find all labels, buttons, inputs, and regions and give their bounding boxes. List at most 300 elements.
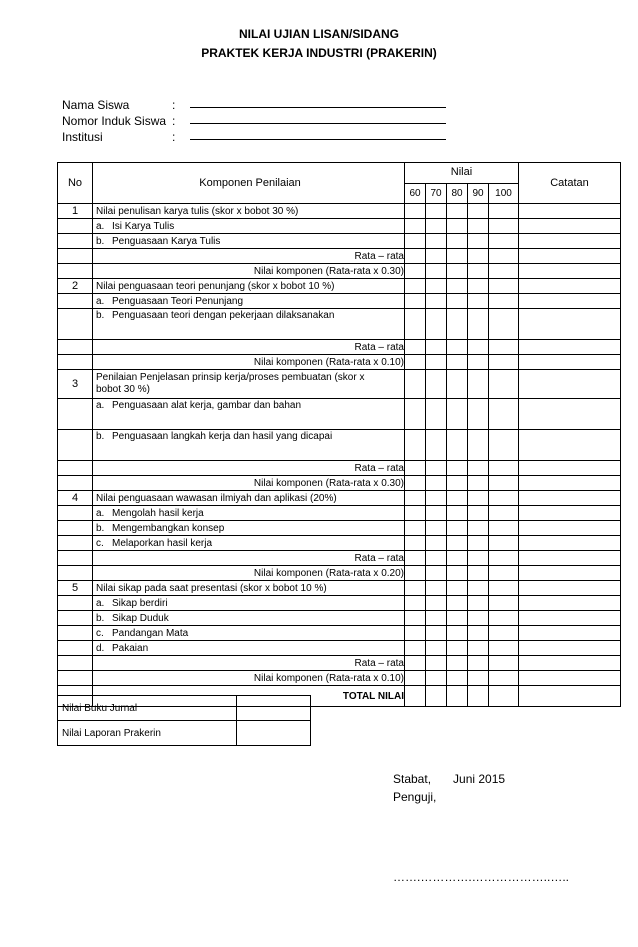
item-letter: b. [96, 310, 105, 321]
item-cell [93, 219, 405, 234]
score-cell[interactable] [405, 399, 426, 430]
score-cell[interactable] [468, 671, 489, 686]
ident-row-nama [62, 97, 446, 113]
catatan-cell[interactable] [519, 340, 621, 355]
score-cell[interactable] [405, 294, 426, 309]
signature-place: Stabat, [393, 772, 432, 786]
score-cell[interactable] [426, 204, 447, 219]
fill-line[interactable] [190, 97, 446, 108]
score-cell[interactable] [468, 476, 489, 491]
extra-label-laporan: Nilai Laporan Prakerin [58, 721, 237, 746]
ident-row-institusi [62, 129, 446, 145]
rata-rata-label: Rata – rata [93, 656, 405, 671]
catatan-cell[interactable] [519, 234, 621, 249]
section-heading: Nilai sikap pada saat presentasi (skor x bobot 10 %) [93, 581, 405, 596]
score-cell[interactable] [426, 279, 447, 294]
score-cell[interactable] [489, 656, 519, 671]
catatan-cell[interactable] [519, 249, 621, 264]
catatan-cell[interactable] [519, 551, 621, 566]
catatan-cell[interactable] [519, 521, 621, 536]
score-cell[interactable] [468, 626, 489, 641]
score-cell[interactable] [405, 309, 426, 340]
nilai-komponen-label: Nilai komponen (Rata-rata x 0.30) [93, 264, 405, 279]
score-cell[interactable] [468, 461, 489, 476]
catatan-cell[interactable] [519, 279, 621, 294]
extra-value-cell[interactable] [237, 721, 311, 746]
ident-colon: : [172, 98, 176, 112]
item-cell [93, 536, 405, 551]
fill-line[interactable] [190, 113, 446, 124]
score-cell[interactable] [468, 279, 489, 294]
no-cell [58, 340, 93, 355]
item-cell [93, 596, 405, 611]
score-cell[interactable] [426, 611, 447, 626]
nilai-komponen-label: Nilai komponen (Rata-rata x 0.10) [93, 671, 405, 686]
score-cell[interactable] [468, 340, 489, 355]
item-text: Mengolah hasil kerja [112, 507, 204, 519]
score-cell[interactable] [447, 461, 468, 476]
score-cell[interactable] [447, 581, 468, 596]
score-cell[interactable] [468, 656, 489, 671]
rata-rata-row [58, 340, 621, 355]
score-cell[interactable] [405, 355, 426, 370]
score-cell[interactable] [405, 234, 426, 249]
score-cell[interactable] [405, 430, 426, 461]
nilai-komponen-label: Nilai komponen (Rata-rata x 0.30) [93, 476, 405, 491]
score-60: 60 [405, 183, 426, 204]
item-letter: a. [96, 400, 105, 411]
score-cell[interactable] [405, 536, 426, 551]
catatan-cell[interactable] [519, 264, 621, 279]
item-text: Pandangan Mata [112, 627, 189, 639]
score-cell[interactable] [405, 249, 426, 264]
no-cell [58, 219, 93, 234]
item-cell [93, 641, 405, 656]
score-cell[interactable] [426, 491, 447, 506]
score-cell[interactable] [468, 370, 489, 399]
extra-table [57, 695, 311, 746]
no-cell [58, 566, 93, 581]
score-cell[interactable] [426, 686, 447, 707]
no-cell [58, 611, 93, 626]
score-cell[interactable] [468, 355, 489, 370]
score-cell[interactable] [447, 641, 468, 656]
score-cell[interactable] [447, 370, 468, 399]
score-cell[interactable] [489, 566, 519, 581]
score-cell[interactable] [468, 566, 489, 581]
nilai-komponen-row [58, 671, 621, 686]
score-cell[interactable] [426, 626, 447, 641]
catatan-cell[interactable] [519, 355, 621, 370]
item-text: Pakaian [112, 642, 149, 654]
catatan-cell[interactable] [519, 430, 621, 461]
form-subtitle: PRAKTEK KERJA INDUSTRI (PRAKERIN) [201, 46, 437, 60]
score-cell[interactable] [447, 656, 468, 671]
score-cell[interactable] [468, 399, 489, 430]
ident-colon: : [172, 130, 176, 144]
item-row [58, 536, 621, 551]
item-row [58, 294, 621, 309]
item-letter: a. [96, 597, 105, 609]
score-cell[interactable] [405, 491, 426, 506]
rata-rata-label: Rata – rata [93, 461, 405, 476]
score-cell[interactable] [405, 611, 426, 626]
item-row [58, 399, 621, 430]
section-number: 3 [58, 370, 93, 399]
score-cell[interactable] [468, 204, 489, 219]
score-cell[interactable] [447, 249, 468, 264]
catatan-cell[interactable] [519, 536, 621, 551]
item-letter: a. [96, 220, 105, 232]
score-cell[interactable] [468, 249, 489, 264]
item-text: Penguasaan Teori Penunjang [112, 295, 244, 307]
score-cell[interactable] [489, 309, 519, 340]
no-cell [58, 551, 93, 566]
score-cell[interactable] [489, 611, 519, 626]
score-cell[interactable] [405, 671, 426, 686]
section-number: 5 [58, 581, 93, 596]
score-cell[interactable] [489, 355, 519, 370]
rata-rata-row [58, 551, 621, 566]
no-cell [58, 461, 93, 476]
no-cell [58, 476, 93, 491]
score-cell[interactable] [489, 219, 519, 234]
nilai-komponen-row [58, 355, 621, 370]
score-cell[interactable] [489, 551, 519, 566]
score-cell[interactable] [405, 279, 426, 294]
score-cell[interactable] [426, 566, 447, 581]
score-cell[interactable] [426, 641, 447, 656]
rata-rata-label: Rata – rata [93, 249, 405, 264]
ident-label: Institusi [62, 130, 103, 144]
catatan-cell[interactable] [519, 596, 621, 611]
item-row [58, 626, 621, 641]
header-catatan: Catatan [519, 163, 621, 204]
score-80: 80 [447, 183, 468, 204]
score-cell[interactable] [447, 294, 468, 309]
score-cell[interactable] [489, 491, 519, 506]
no-cell [58, 506, 93, 521]
no-cell [58, 430, 93, 461]
score-cell[interactable] [468, 641, 489, 656]
item-row [58, 430, 621, 461]
score-cell[interactable] [489, 506, 519, 521]
score-cell[interactable] [489, 249, 519, 264]
score-cell[interactable] [405, 476, 426, 491]
section-heading-row [58, 370, 621, 399]
item-row [58, 309, 621, 340]
score-cell[interactable] [426, 551, 447, 566]
no-cell [58, 671, 93, 686]
fill-line[interactable] [190, 129, 446, 140]
item-text: Mengembangkan konsep [112, 522, 225, 534]
score-cell[interactable] [426, 536, 447, 551]
catatan-cell[interactable] [519, 476, 621, 491]
catatan-cell[interactable] [519, 204, 621, 219]
score-cell[interactable] [468, 536, 489, 551]
item-cell [93, 294, 405, 309]
item-letter: b. [96, 431, 105, 442]
item-letter: a. [96, 507, 105, 519]
total-label: TOTAL NILAI [93, 686, 405, 707]
extra-label-jurnal: Nilai Buku Jurnal [58, 696, 237, 721]
score-cell[interactable] [426, 399, 447, 430]
ident-label: Nama Siswa [62, 98, 130, 112]
section-heading-row [58, 204, 621, 219]
score-cell[interactable] [489, 686, 519, 707]
item-text: Penguasaan alat kerja, gambar dan bahan [112, 400, 302, 411]
catatan-cell[interactable] [519, 656, 621, 671]
score-cell[interactable] [426, 264, 447, 279]
no-cell [58, 249, 93, 264]
nilai-komponen-row [58, 476, 621, 491]
score-cell[interactable] [489, 596, 519, 611]
score-cell[interactable] [405, 626, 426, 641]
section-heading: Nilai penguasaan teori penunjang (skor x bobot 10 %) [93, 279, 405, 294]
score-cell[interactable] [426, 430, 447, 461]
section-number: 2 [58, 279, 93, 294]
score-cell[interactable] [489, 264, 519, 279]
catatan-cell[interactable] [519, 309, 621, 340]
signature-role: Penguji, [393, 790, 437, 804]
item-row [58, 234, 621, 249]
table-header-row [58, 163, 621, 184]
extra-row [58, 696, 311, 721]
item-text: Sikap Duduk [112, 612, 169, 624]
score-cell[interactable] [405, 656, 426, 671]
score-cell[interactable] [447, 340, 468, 355]
score-cell[interactable] [489, 641, 519, 656]
score-cell[interactable] [426, 506, 447, 521]
signature-place-date [393, 772, 505, 786]
score-cell[interactable] [405, 596, 426, 611]
header-nilai: Nilai [405, 163, 519, 184]
score-cell[interactable] [426, 521, 447, 536]
catatan-cell[interactable] [519, 461, 621, 476]
catatan-cell[interactable] [519, 626, 621, 641]
no-cell [58, 626, 93, 641]
score-cell[interactable] [426, 234, 447, 249]
score-cell[interactable] [489, 536, 519, 551]
catatan-cell[interactable] [519, 506, 621, 521]
score-cell[interactable] [447, 430, 468, 461]
score-cell[interactable] [447, 355, 468, 370]
signature-date: Juni 2015 [453, 772, 506, 786]
catatan-cell[interactable] [519, 491, 621, 506]
score-cell[interactable] [489, 370, 519, 399]
score-cell[interactable] [468, 551, 489, 566]
rata-rata-row [58, 249, 621, 264]
score-cell[interactable] [489, 626, 519, 641]
score-cell[interactable] [468, 491, 489, 506]
score-cell[interactable] [468, 686, 489, 707]
score-cell[interactable] [426, 309, 447, 340]
score-cell[interactable] [426, 249, 447, 264]
score-cell[interactable] [468, 430, 489, 461]
section-heading-row [58, 581, 621, 596]
score-cell[interactable] [405, 340, 426, 355]
item-letter: b. [96, 612, 105, 624]
catatan-cell[interactable] [519, 294, 621, 309]
score-cell[interactable] [489, 461, 519, 476]
score-cell[interactable] [447, 476, 468, 491]
header-no: No [58, 163, 93, 204]
catatan-cell[interactable] [519, 686, 621, 707]
catatan-cell[interactable] [519, 566, 621, 581]
score-cell[interactable] [489, 294, 519, 309]
score-cell[interactable] [489, 204, 519, 219]
form-title: NILAI UJIAN LISAN/SIDANG [238, 27, 399, 41]
rata-rata-label: Rata – rata [93, 340, 405, 355]
section-heading: Penilaian Penjelasan prinsip kerja/proses pembuatan (skor x bobot 30 %) [93, 370, 405, 399]
no-cell [58, 264, 93, 279]
no-cell [58, 234, 93, 249]
score-cell[interactable] [405, 686, 426, 707]
score-cell[interactable] [426, 370, 447, 399]
nilai-komponen-row [58, 566, 621, 581]
item-text: Penguasaan Karya Tulis [112, 235, 221, 247]
rata-rata-label: Rata – rata [93, 551, 405, 566]
catatan-cell[interactable] [519, 641, 621, 656]
header-komponen: Komponen Penilaian [93, 163, 405, 204]
item-letter: b. [96, 522, 105, 534]
catatan-cell[interactable] [519, 399, 621, 430]
score-cell[interactable] [447, 536, 468, 551]
score-cell[interactable] [468, 309, 489, 340]
no-cell [58, 596, 93, 611]
score-cell[interactable] [489, 279, 519, 294]
score-cell[interactable] [405, 204, 426, 219]
score-cell[interactable] [468, 521, 489, 536]
score-cell[interactable] [489, 340, 519, 355]
assessment-table [57, 162, 621, 707]
score-cell[interactable] [405, 461, 426, 476]
nilai-komponen-row [58, 264, 621, 279]
score-100: 100 [489, 183, 519, 204]
score-cell[interactable] [468, 234, 489, 249]
score-cell[interactable] [447, 566, 468, 581]
score-cell[interactable] [447, 399, 468, 430]
score-cell[interactable] [405, 581, 426, 596]
item-cell [93, 399, 405, 430]
catatan-cell[interactable] [519, 611, 621, 626]
rata-rata-row [58, 656, 621, 671]
score-cell[interactable] [489, 476, 519, 491]
score-cell[interactable] [426, 461, 447, 476]
score-cell[interactable] [447, 611, 468, 626]
score-cell[interactable] [405, 506, 426, 521]
score-cell[interactable] [447, 264, 468, 279]
item-text: Penguasaan teori dengan pekerjaan dilaksanakan [112, 310, 335, 321]
ident-label: Nomor Induk Siswa [62, 114, 167, 128]
item-row [58, 521, 621, 536]
item-cell [93, 430, 405, 461]
score-cell[interactable] [489, 399, 519, 430]
item-text: Sikap berdiri [112, 597, 168, 609]
score-cell[interactable] [447, 279, 468, 294]
score-cell[interactable] [426, 581, 447, 596]
score-cell[interactable] [468, 581, 489, 596]
no-cell [58, 355, 93, 370]
score-cell[interactable] [405, 566, 426, 581]
score-cell[interactable] [468, 506, 489, 521]
score-cell[interactable] [447, 219, 468, 234]
item-cell [93, 506, 405, 521]
score-cell[interactable] [468, 264, 489, 279]
score-cell[interactable] [468, 596, 489, 611]
no-cell [58, 294, 93, 309]
score-cell[interactable] [468, 611, 489, 626]
score-cell[interactable] [468, 294, 489, 309]
catatan-cell[interactable] [519, 671, 621, 686]
score-cell[interactable] [405, 219, 426, 234]
score-cell[interactable] [489, 521, 519, 536]
score-cell[interactable] [426, 355, 447, 370]
ident-colon: : [172, 114, 176, 128]
score-cell[interactable] [426, 219, 447, 234]
score-cell[interactable] [405, 521, 426, 536]
section-heading-row [58, 491, 621, 506]
score-cell[interactable] [447, 551, 468, 566]
catatan-cell[interactable] [519, 370, 621, 399]
score-cell[interactable] [489, 671, 519, 686]
catatan-cell[interactable] [519, 581, 621, 596]
no-cell [58, 521, 93, 536]
score-cell[interactable] [426, 340, 447, 355]
no-cell [58, 399, 93, 430]
item-letter: d. [96, 642, 105, 654]
section-heading-row [58, 279, 621, 294]
item-row [58, 219, 621, 234]
no-cell [58, 656, 93, 671]
score-cell[interactable] [426, 294, 447, 309]
score-cell[interactable] [405, 370, 426, 399]
score-cell[interactable] [489, 430, 519, 461]
catatan-cell[interactable] [519, 219, 621, 234]
score-cell[interactable] [405, 264, 426, 279]
item-row [58, 506, 621, 521]
score-cell[interactable] [447, 506, 468, 521]
score-cell[interactable] [426, 656, 447, 671]
extra-value-cell[interactable] [237, 696, 311, 721]
section-heading: Nilai penguasaan wawasan ilmiyah dan aplikasi (20%) [93, 491, 405, 506]
score-cell[interactable] [405, 641, 426, 656]
score-cell[interactable] [447, 626, 468, 641]
score-cell[interactable] [468, 219, 489, 234]
score-cell[interactable] [447, 686, 468, 707]
score-cell[interactable] [405, 551, 426, 566]
score-cell[interactable] [489, 234, 519, 249]
score-cell[interactable] [489, 581, 519, 596]
score-cell[interactable] [447, 521, 468, 536]
score-cell[interactable] [447, 491, 468, 506]
score-cell[interactable] [447, 309, 468, 340]
score-cell[interactable] [447, 596, 468, 611]
score-cell[interactable] [447, 234, 468, 249]
score-cell[interactable] [426, 596, 447, 611]
score-cell[interactable] [447, 671, 468, 686]
score-cell[interactable] [426, 671, 447, 686]
score-cell[interactable] [426, 476, 447, 491]
section-heading: Nilai penulisan karya tulis (skor x bobot 30 %) [93, 204, 405, 219]
item-text: Isi Karya Tulis [112, 220, 175, 232]
score-cell[interactable] [447, 204, 468, 219]
item-cell [93, 521, 405, 536]
nilai-komponen-label: Nilai komponen (Rata-rata x 0.20) [93, 566, 405, 581]
item-text: Penguasaan langkah kerja dan hasil yang dicapai [112, 431, 333, 442]
item-row [58, 611, 621, 626]
nilai-komponen-label: Nilai komponen (Rata-rata x 0.10) [93, 355, 405, 370]
